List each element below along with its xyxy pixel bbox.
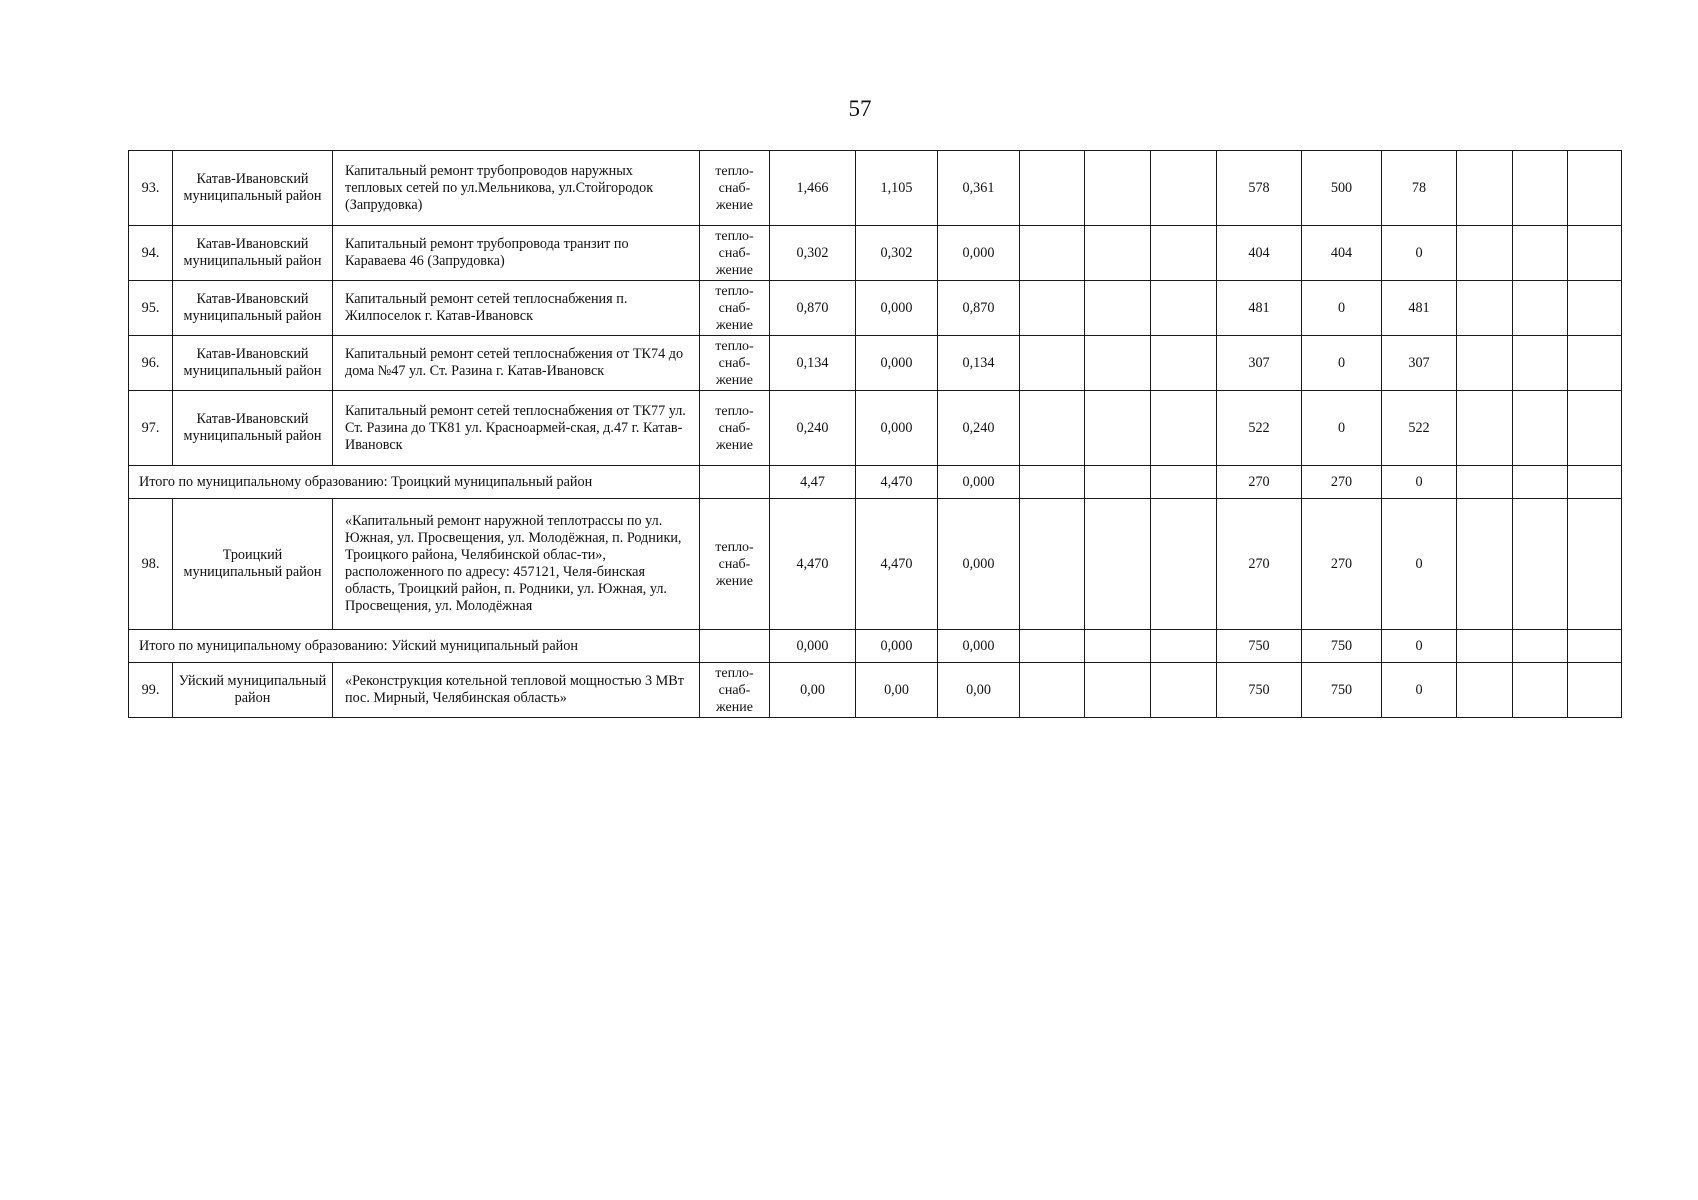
empty-cell (1151, 151, 1217, 226)
cost-cell: 500 (1302, 151, 1382, 226)
cost-cell: 0 (1302, 391, 1382, 466)
row-number: 97. (129, 391, 173, 466)
cost-cell: 0 (1382, 466, 1457, 499)
district-cell: Катав-Ивановский муниципальный район (173, 151, 333, 226)
cost-cell: 270 (1217, 499, 1302, 630)
empty-cell (1085, 391, 1151, 466)
type-cell: тепло-снаб-жение (700, 663, 770, 718)
value-cell: 0,000 (938, 499, 1020, 630)
empty-cell (1568, 281, 1622, 336)
empty-cell (1457, 499, 1513, 630)
cost-cell: 0 (1382, 630, 1457, 663)
empty-cell (1020, 466, 1085, 499)
table-row (129, 336, 1622, 391)
cost-cell: 750 (1217, 663, 1302, 718)
empty-cell (1457, 466, 1513, 499)
value-cell: 0,00 (770, 663, 856, 718)
empty-cell (1151, 391, 1217, 466)
value-cell: 0,870 (770, 281, 856, 336)
summary-row (129, 630, 1622, 663)
empty-cell (1513, 336, 1568, 391)
cost-cell: 750 (1302, 663, 1382, 718)
description-cell: Капитальный ремонт сетей теплоснабжения от ТК77 ул. Ст. Разина до ТК81 ул. Красноармей-ская, д.47 г. Катав-Ивановск (333, 391, 700, 466)
description-cell: «Капитальный ремонт наружной теплотрассы по ул. Южная, ул. Просвещения, ул. Молодёжная, п. Родники, Троицкого района, Челябинской облас-ти», расположенного по адресу: 457121, Челя-бинская область, Троицкий район, п. Родники, ул. Южная, ул. Просвещения, ул. Молодёжная (333, 499, 700, 630)
cost-cell: 270 (1302, 466, 1382, 499)
description-cell: Капитальный ремонт сетей теплоснабжения п. Жилпоселок г. Катав-Ивановск (333, 281, 700, 336)
cost-cell: 0 (1382, 663, 1457, 718)
table-row (129, 151, 1622, 226)
capital-repair-table (128, 150, 1622, 718)
cost-cell: 270 (1217, 466, 1302, 499)
row-number: 93. (129, 151, 173, 226)
value-cell: 0,361 (938, 151, 1020, 226)
empty-cell (1151, 466, 1217, 499)
cost-cell: 78 (1382, 151, 1457, 226)
empty-cell (1457, 663, 1513, 718)
page-number: 57 (848, 96, 872, 121)
empty-cell (1457, 281, 1513, 336)
description-cell: Капитальный ремонт трубопровода транзит по Каравaева 46 (Запрудовка) (333, 226, 700, 281)
empty-cell (1085, 499, 1151, 630)
empty-cell (1151, 281, 1217, 336)
empty-cell (1151, 663, 1217, 718)
empty-cell (1151, 336, 1217, 391)
empty-cell (1513, 391, 1568, 466)
value-cell: 0,134 (770, 336, 856, 391)
district-cell: Катав-Ивановский муниципальный район (173, 391, 333, 466)
empty-cell (1085, 336, 1151, 391)
value-cell: 1,466 (770, 151, 856, 226)
cost-cell: 578 (1217, 151, 1302, 226)
cost-cell: 750 (1217, 630, 1302, 663)
empty-cell (1568, 466, 1622, 499)
row-number: 94. (129, 226, 173, 281)
cost-cell: 481 (1382, 281, 1457, 336)
empty-cell (1085, 281, 1151, 336)
empty-cell (1513, 499, 1568, 630)
empty-cell (1457, 630, 1513, 663)
empty-cell (1513, 630, 1568, 663)
empty-cell (1020, 336, 1085, 391)
value-cell: 0,000 (856, 336, 938, 391)
value-cell: 4,470 (856, 466, 938, 499)
empty-cell (1020, 226, 1085, 281)
district-cell: Уйский муниципальный район (173, 663, 333, 718)
empty-cell (1020, 499, 1085, 630)
empty-cell (1457, 226, 1513, 281)
empty-cell (1085, 226, 1151, 281)
value-cell: 0,870 (938, 281, 1020, 336)
summary-label: Итого по муниципальному образованию: Уйский муниципальный район (129, 630, 700, 663)
empty-cell (1085, 663, 1151, 718)
value-cell: 0,000 (938, 630, 1020, 663)
value-cell: 0,302 (856, 226, 938, 281)
type-cell: тепло-снаб-жение (700, 499, 770, 630)
empty-cell (1457, 151, 1513, 226)
empty-cell (1085, 151, 1151, 226)
empty-cell (1568, 151, 1622, 226)
value-cell: 0,240 (938, 391, 1020, 466)
description-cell: Капитальный ремонт трубопроводов наружных тепловых сетей по ул.Мельникова, ул.Стойгородок (Запрудовка) (333, 151, 700, 226)
description-cell: «Реконструкция котельной тепловой мощностью 3 МВт пос. Мирный, Челябинская область» (333, 663, 700, 718)
value-cell: 0,240 (770, 391, 856, 466)
row-number: 95. (129, 281, 173, 336)
empty-cell (1513, 281, 1568, 336)
description-cell: Капитальный ремонт сетей теплоснабжения от ТК74 до дома №47 ул. Ст. Разина г. Катав-Ивановск (333, 336, 700, 391)
type-cell (700, 630, 770, 663)
empty-cell (1457, 391, 1513, 466)
type-cell: тепло-снаб-жение (700, 336, 770, 391)
row-number: 98. (129, 499, 173, 630)
district-cell: Катав-Ивановский муниципальный район (173, 281, 333, 336)
cost-cell: 270 (1302, 499, 1382, 630)
empty-cell (1513, 226, 1568, 281)
empty-cell (1568, 336, 1622, 391)
empty-cell (1085, 630, 1151, 663)
value-cell: 0,000 (856, 630, 938, 663)
value-cell: 0,000 (938, 466, 1020, 499)
type-cell: тепло-снаб-жение (700, 281, 770, 336)
cost-cell: 0 (1382, 226, 1457, 281)
empty-cell (1568, 663, 1622, 718)
cost-cell: 307 (1382, 336, 1457, 391)
empty-cell (1151, 499, 1217, 630)
cost-cell: 0 (1302, 281, 1382, 336)
cost-cell: 0 (1302, 336, 1382, 391)
district-cell: Катав-Ивановский муниципальный район (173, 336, 333, 391)
cost-cell: 522 (1217, 391, 1302, 466)
value-cell: 0,000 (856, 281, 938, 336)
value-cell: 0,000 (770, 630, 856, 663)
empty-cell (1020, 151, 1085, 226)
type-cell: тепло-снаб-жение (700, 391, 770, 466)
summary-row (129, 466, 1622, 499)
cost-cell: 750 (1302, 630, 1382, 663)
value-cell: 4,47 (770, 466, 856, 499)
table-row (129, 391, 1622, 466)
district-cell: Катав-Ивановский муниципальный район (173, 226, 333, 281)
empty-cell (1568, 630, 1622, 663)
value-cell: 0,302 (770, 226, 856, 281)
value-cell: 1,105 (856, 151, 938, 226)
value-cell: 0,134 (938, 336, 1020, 391)
cost-cell: 0 (1382, 499, 1457, 630)
district-cell: Троицкий муниципальный район (173, 499, 333, 630)
empty-cell (1151, 226, 1217, 281)
row-number: 96. (129, 336, 173, 391)
empty-cell (1457, 336, 1513, 391)
table-row (129, 281, 1622, 336)
empty-cell (1568, 499, 1622, 630)
empty-cell (1020, 281, 1085, 336)
value-cell: 0,00 (856, 663, 938, 718)
row-number: 99. (129, 663, 173, 718)
value-cell: 0,00 (938, 663, 1020, 718)
summary-label: Итого по муниципальному образованию: Троицкий муниципальный район (129, 466, 700, 499)
cost-cell: 404 (1302, 226, 1382, 281)
cost-cell: 307 (1217, 336, 1302, 391)
empty-cell (1513, 663, 1568, 718)
empty-cell (1020, 391, 1085, 466)
table-row (129, 226, 1622, 281)
cost-cell: 522 (1382, 391, 1457, 466)
table-row (129, 663, 1622, 718)
table-row (129, 499, 1622, 630)
cost-cell: 481 (1217, 281, 1302, 336)
empty-cell (1151, 630, 1217, 663)
value-cell: 4,470 (770, 499, 856, 630)
value-cell: 0,000 (938, 226, 1020, 281)
cost-cell: 404 (1217, 226, 1302, 281)
empty-cell (1085, 466, 1151, 499)
type-cell: тепло-снаб-жение (700, 151, 770, 226)
empty-cell (1568, 391, 1622, 466)
empty-cell (1568, 226, 1622, 281)
empty-cell (1513, 151, 1568, 226)
empty-cell (1020, 630, 1085, 663)
type-cell (700, 466, 770, 499)
empty-cell (1513, 466, 1568, 499)
table-body (129, 151, 1622, 718)
type-cell: тепло-снаб-жение (700, 226, 770, 281)
value-cell: 0,000 (856, 391, 938, 466)
empty-cell (1020, 663, 1085, 718)
value-cell: 4,470 (856, 499, 938, 630)
